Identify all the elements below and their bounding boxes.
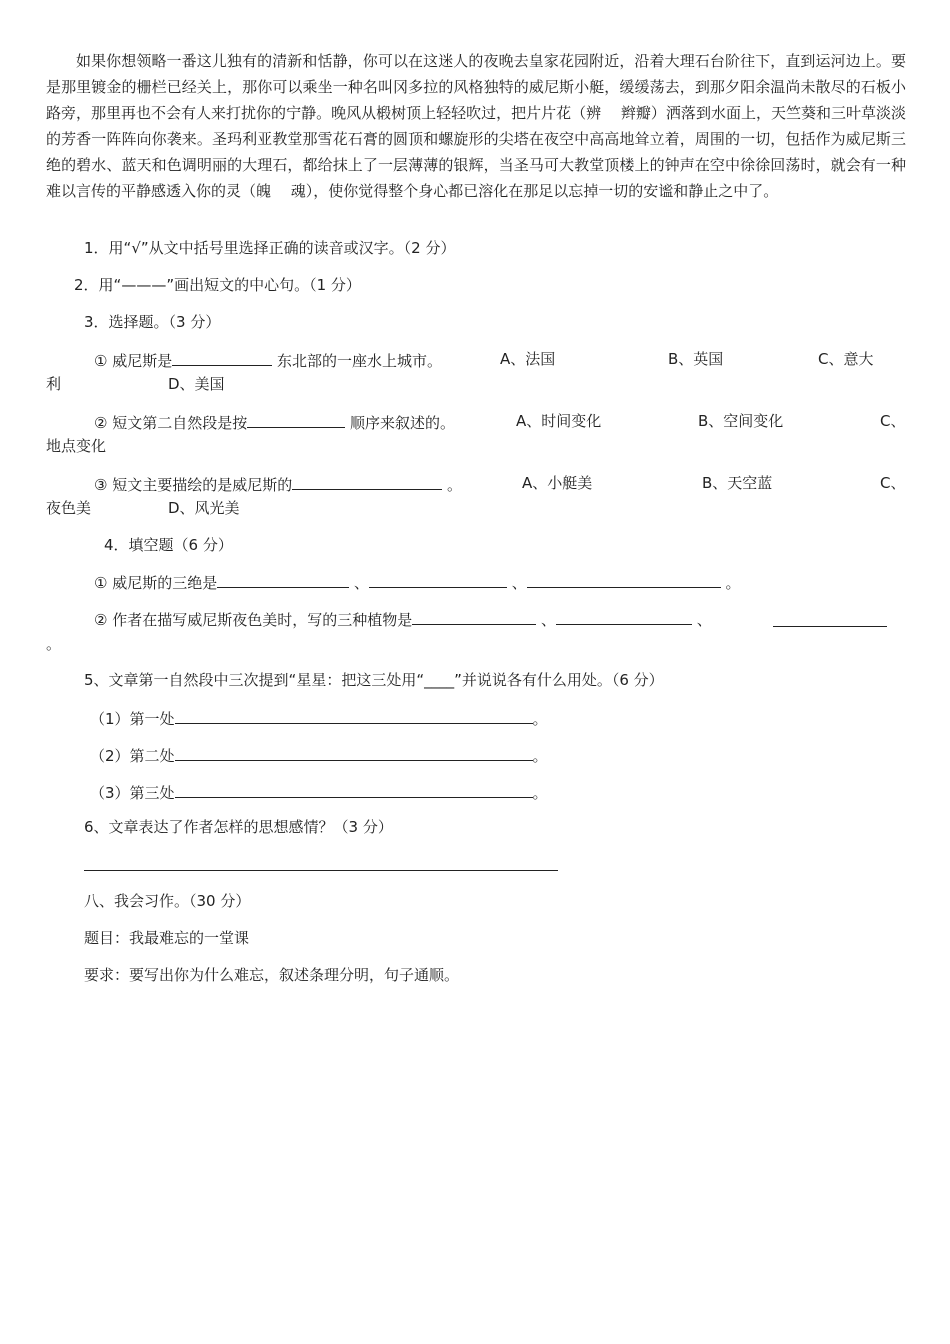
answer-blank[interactable]: [217, 571, 349, 588]
period: 。: [720, 574, 741, 592]
separator: 、: [692, 611, 712, 629]
separator: 、: [507, 574, 527, 592]
composition-topic: 题目：我最难忘的一堂课: [84, 929, 250, 947]
q3-item-2: [94, 411, 455, 433]
q3-item-3: [94, 473, 462, 495]
q3-item-2-option-b: B、空间变化: [698, 412, 784, 430]
q3-item-1-suffix: 东北部的一座水上城市。: [272, 352, 442, 370]
q3-item-2-prefix: ② 短文第二自然段是按: [94, 414, 248, 432]
q4-item-2-end: 。: [46, 635, 62, 653]
q3-item-3-option-a: A、小艇美: [522, 474, 593, 492]
composition-requirement: 要求：要写出你为什么难忘，叙述条理分明，句子通顺。: [84, 966, 460, 984]
q3-item-2-suffix: 顺序来叙述的。: [345, 414, 455, 432]
question-5-title: 5、文章第一自然段中三次提到“星星：把这三处用“____”并说说各有什么用处。（6 分）: [84, 671, 664, 689]
q5-item-1: [90, 707, 548, 729]
q3-item-1-option-c-wrap: 利: [46, 375, 62, 393]
q3-item-1-option-d: D、美国: [168, 375, 225, 393]
question-4-title: 4．填空题（6 分）: [104, 536, 233, 554]
q5-item-2-label: （2）第二处: [90, 747, 175, 765]
q5-item-1-label: （1）第一处: [90, 710, 175, 728]
q4-item-1-prefix: ① 威尼斯的三绝是: [94, 574, 218, 592]
q3-item-2-option-c-wrap: 地点变化: [46, 437, 107, 455]
question-3-title: 3．选择题。（3 分）: [84, 313, 221, 331]
q3-item-3-prefix: ③ 短文主要描绘的是威尼斯的: [94, 476, 293, 494]
q3-item-3-option-d: D、风光美: [168, 499, 240, 517]
answer-blank[interactable]: [247, 411, 345, 428]
answer-line[interactable]: [84, 870, 558, 871]
period: 。: [532, 710, 548, 728]
q4-item-2: [94, 608, 712, 630]
answer-line[interactable]: [175, 707, 533, 724]
q3-item-2-option-c: C、: [880, 412, 906, 430]
question-2: 2．用“———”画出短文的中心句。（1 分）: [74, 276, 361, 294]
question-1: 1．用“√”从文中括号里选择正确的读音或汉字。（2 分）: [84, 239, 456, 257]
answer-line[interactable]: [175, 781, 533, 798]
answer-blank[interactable]: [292, 473, 442, 490]
q5-item-3: [90, 781, 548, 803]
separator: 、: [349, 574, 369, 592]
separator: 、: [536, 611, 556, 629]
q3-item-1-prefix: ① 威尼斯是: [94, 352, 173, 370]
q4-item-2-prefix: ② 作者在描写威尼斯夜色美时，写的三种植物是: [94, 611, 413, 629]
q3-item-3-suffix: 。: [442, 476, 462, 494]
answer-blank[interactable]: [556, 608, 692, 625]
q3-item-1-option-c: C、意大: [818, 350, 874, 368]
answer-line[interactable]: [175, 744, 533, 761]
q3-item-1: [94, 349, 442, 371]
answer-blank[interactable]: [527, 571, 721, 588]
q5-item-2: [90, 744, 548, 766]
q5-item-3-label: （3）第三处: [90, 784, 175, 802]
question-6: 6、文章表达了作者怎样的思想感情？（3 分）: [84, 818, 393, 836]
q3-item-3-option-c-wrap: 夜色美: [46, 499, 92, 517]
answer-blank[interactable]: [369, 571, 507, 588]
composition-title: 八、我会习作。（30 分）: [84, 892, 251, 910]
answer-blank[interactable]: [773, 626, 887, 627]
reading-passage: 如果你想领略一番这儿独有的清新和恬静，你可以在这迷人的夜晚去皇家花园附近，沿着大理石台阶往下，直到运河边上。要是那里镀金的栅栏已经关上，那你可以乘坐一种名叫冈多拉的风格独特的威尼斯小艇，缓缓荡去，到那夕阳余温尚未散尽的石板小路旁，那里再也不会有人来打扰你的宁静。晚风从椴树顶上轻轻吹过，把片片花（辨 辫瓣）洒落到水面上，天竺葵和三叶草淡淡的芳香一阵阵向你袭来。圣玛利亚教堂那雪花石膏的圆顶和螺旋形的尖塔在夜空中高高地耸立着，周围的一切，包括作为威尼斯三绝的碧水、蓝天和色调明丽的大理石，都给抹上了一层薄薄的银辉，当圣马可大教堂顶楼上的钟声在空中徐徐回荡时，就会有一种难以言传的平静感透入你的灵（魄 魂），使你觉得整个身心都已溶化在那足以忘掉一切的安谧和静止之中了。: [46, 52, 906, 200]
answer-blank[interactable]: [412, 608, 536, 625]
period: 。: [532, 747, 548, 765]
period: 。: [532, 784, 548, 802]
q3-item-2-option-a: A、时间变化: [516, 412, 602, 430]
q3-item-3-option-c: C、: [880, 474, 906, 492]
q3-item-3-option-b: B、天空蓝: [702, 474, 773, 492]
answer-blank[interactable]: [172, 349, 272, 366]
q4-item-1: [94, 571, 741, 593]
q3-item-1-option-a: A、法国: [500, 350, 556, 368]
q3-item-1-option-b: B、英国: [668, 350, 724, 368]
